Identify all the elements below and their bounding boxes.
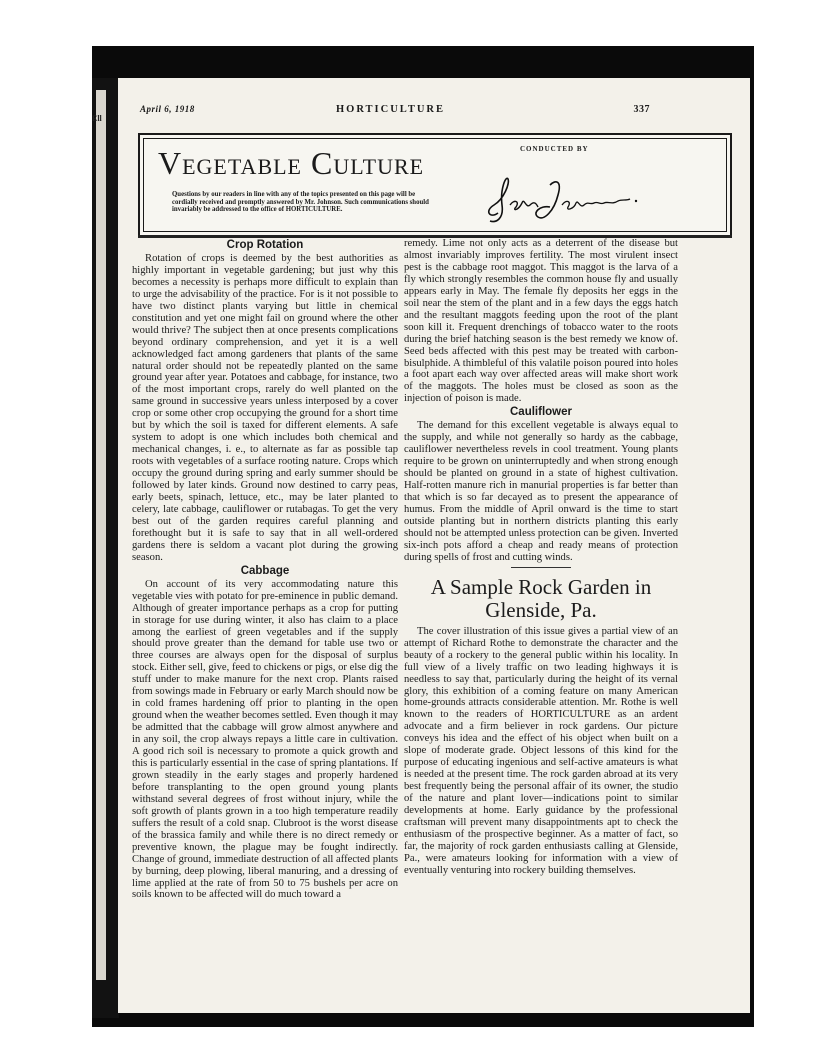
heading-crop-rotation: Crop Rotation [226,239,304,251]
facing-page-strip [96,90,106,980]
facing-page-mark: Ell [92,114,102,123]
page-number: 337 [633,104,650,115]
heading-cauliflower: Cauliflower [510,406,572,419]
section-divider [511,567,571,568]
rock-garden-text: The cover illustration of this issue gives a partial view of an attempt of Richard Rothe to demonstrate the character and the beauty of a rockery to the general public within his locality. In full view of a lively traffic on two leading highways it is needless to say that, particularly during the height of its vernal glory, this exhibition of a coming feature on many American home-grounds attracts considerable attention. Mr. Rothe is well known to the readers of HORTICULTURE as an ardent advocate and a firm believer in rock gardens. Our picture conveys his idea and the effect of his object when built on a slope of moderate grade. Object lessons of this kind for the purpose of educating ingenious and self-active amateurs is what is needed at the present time. The rock garden abroad at its very best frequently being the personal affair of its owner, the studio of the nature and plant lover—indications point to similar developments at home. Early guidance by the professional craftsman will prevent many disappointments apt to check the enthusiasm of the prospective beginner. As a matter of fact, so far, the majority of rock garden enthusiasts calling at Glenside, Pa., were amateurs looking for information with a view of eventually venturing into rockery building themselves. [404,625,678,876]
banner-questions-note: Questions by our readers in line with any of the topics presented on this page will be cordially received and promptly answered by Mr. Johnson. Such communications should invariably be addressed to the office of HORTICULTURE. [172,191,429,213]
signature-image [480,175,650,225]
heading-cabbage: Cabbage [240,564,290,577]
department-banner [138,133,732,237]
column-left [132,238,398,901]
cauliflower-text: The demand for this excellent vegetable is always equal to the supply, and while not generally so hardy as the cabbage, cauliflower nevertheless revels in cool treatment. Young plants require to be grown on uninterruptedly and when strong enough should be planted on ground in a state of highest cultivation. Half-rotten manure rich in manurial properties is far better than that which is so far decayed as to present the appearance of humus. From the middle of April onward is the time to start outside planting but in northern districts planting this early should not be attempted unless protection can be given. Inverted six-inch pots afford a cheap and ready means of protection during spells of frost and cutting winds. [404,420,678,563]
conducted-by-label: CONDUCTED BY [520,145,589,153]
facing-page-edge [92,78,119,1018]
banner-title: Vegetable Culture [158,145,425,181]
running-head-title: HORTICULTURE [336,104,446,115]
column-right [404,238,678,877]
cabbage-text: On account of its very accommodating nature this vegetable vies with potato for pre-eminence in public demand. Although of greater importance perhaps as a crop for putting in storage for use during winter, it also has claim to a place among the earliest of green vegetables and if the supply should prove greater than the demand for table use two or three courses are always open for the disposal of surplus stock. Either sell, give, feed to chickens or pigs, or else dig the stuff under to make manure for the next crop. Plants raised from sowings made in February or early March should now be in cold frames hardening off prior to planting in the open ground when the weather becomes settled. Even though it may be admitted that the cabbage will grow almost anywhere and in any soil, the crop always repays a little care in cultivation. A good rich soil is necessary to promote a quick growth and this is particularly essential in the case of spring plantations. If grown steadily in the early stages and properly hardened before transplanting to the open ground young plants withstand several degrees of frost without injury, while the soft growth of plants grown in a too high temperature readily suffers the result of a cold snap. Clubroot is the worst disease of the brassica family and while there is no direct remedy or preventive known, the plague may be fought indirectly. Change of ground, immediate destruction of all affected plants by burning, deep plowing, liberal manuring, and a dressing of lime applied at the rate of from 50 to 75 bushels per acre on soils known to be affected will do much toward a [132,578,398,901]
running-head-date: April 6, 1918 [140,104,195,114]
heading-rock-garden: A Sample Rock Garden in Glenside, Pa. [430,574,652,622]
cabbage-continued-text: remedy. Lime not only acts as a deterrent of the disease but almost invariably improves fertility. The most virulent insect pest is the cabbage root maggot. This maggot is the larva of a fly which strongly resembles the common house fly and usually appears early in May. The female fly deposits her eggs in the soil near the stem of the plant and in a few days the eggs hatch and the resultant maggots feeding upon the root of the plant soon kill it. Frequent drenchings of tobacco water to the roots during the brief hatching season is the best remedy we know of. Seed beds affected with this pest may be treated with carbon-bisulphide. A thimbleful of this valatile poison poured into holes a foot apart each way over affected areas will make short work of the maggots. The holes must be closed as soon as the injection of poison is made. [404,238,678,405]
document-page [118,78,750,1013]
crop-rotation-text: Rotation of crops is deemed by the best authorities as highly important in vegetable gardening; but just why this becomes a necessity is perhaps more difficult to explain than to urge the advisability of the practice. For is it not possible to have two distinct plants varying but little in chemical constitution and yet one might fail on ground where the other would thrive? The subject then at once presents complications beyond ordinary comprehension, and yet it is a well acknowledged fact among gardeners that plants of the same natural order should not be repeatedly planted on the same ground year after year. Potatoes and cabbage, for instance, two of the most important crops, rarely do well planted on the same ground in successive years unless interposed by a cover crop or some other crop occupying the ground for a short time but by which the soil is taxed for different elements. A safe system to adopt is one which includes both chemical and mechanical changes, i. e., to alternate as far as possible tap roots with vegetables of a surface rooting nature. Crops which occupy the ground during spring and early summer should be followed by later kinds. Ground now destined to carry peas, early beets, spinach, lettuce, etc., may be later planted to celery, late cabbage, cauliflower or rutabagas. To get the very best out of the garden requires careful planning and forethought but it is safe to say that in all well-ordered gardens there is seldom a vacant plot during the growing season. [132,252,398,563]
